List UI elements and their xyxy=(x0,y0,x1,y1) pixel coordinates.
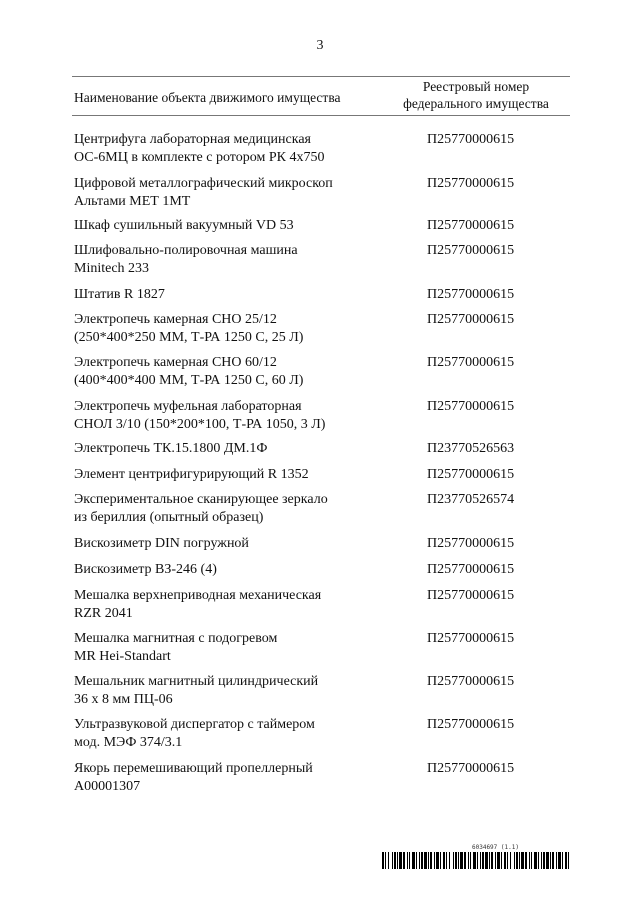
item-name-line: Штатив R 1827 xyxy=(74,287,165,302)
registry-number: П25770000615 xyxy=(427,536,515,551)
item-name-line: Элемент центрифигурирующий R 1352 xyxy=(74,467,309,482)
item-name-line: Электропечь камерная СНО 60/12 xyxy=(74,355,277,370)
item-name-line: Якорь перемешивающий пропеллерный xyxy=(74,761,313,776)
page-number: 3 xyxy=(316,38,324,53)
item-name-line: Вискозиметр ВЗ-246 (4) xyxy=(74,562,217,577)
registry-number: П25770000615 xyxy=(427,717,515,732)
registry-number: П25770000615 xyxy=(427,176,515,191)
item-name-line: Цифровой металлографический микроскоп xyxy=(74,176,333,191)
registry-number: П25770000615 xyxy=(427,399,515,414)
registry-number: П25770000615 xyxy=(427,467,515,482)
item-name-line: 36 х 8 мм ПЦ-06 xyxy=(74,691,173,707)
item-name-line: Мешальник магнитный цилиндрический xyxy=(74,674,319,689)
item-name-line: Мешалка верхнеприводная механическая xyxy=(74,588,322,603)
registry-number: П25770000615 xyxy=(427,132,515,147)
header-name: Наименование объекта движимого имущества xyxy=(74,90,341,105)
item-name-line: мод. МЭФ 374/3.1 xyxy=(74,734,183,750)
item-name-line: A00001307 xyxy=(74,778,141,794)
registry-number: П25770000615 xyxy=(427,218,515,233)
item-name-line: Альтами МЕТ 1МТ xyxy=(74,193,191,209)
item-name-line: Вискозиметр DIN погружной xyxy=(74,536,249,551)
registry-number: П25770000615 xyxy=(427,312,515,327)
item-name-line: (250*400*250 ММ, Т-РА 1250 С, 25 Л) xyxy=(74,329,304,345)
item-name-line: ОС-6МЦ в комплекте с ротором РК 4х750 xyxy=(74,149,325,165)
registry-number: П25770000615 xyxy=(427,631,515,646)
registry-number: П23770526563 xyxy=(427,441,515,456)
header-reg-line1: Реестровый номер xyxy=(422,79,530,94)
item-name-line: Центрифуга лабораторная медицинская xyxy=(74,132,311,147)
item-name-line: из бериллия (опытный образец) xyxy=(74,509,264,525)
registry-number: П25770000615 xyxy=(427,355,515,370)
registry-number: П25770000615 xyxy=(427,243,515,258)
barcode xyxy=(382,852,570,869)
barcode-label: 6034697 (1.1) xyxy=(472,844,519,851)
item-name-line: Шлифовально-полировочная машина xyxy=(74,243,298,258)
item-name-line: Электропечь муфельная лабораторная xyxy=(74,399,302,414)
item-name-line: RZR 2041 xyxy=(74,605,133,621)
item-name-line: MR Hei-Standart xyxy=(74,648,171,664)
table-header xyxy=(72,76,570,116)
item-name-line: Шкаф сушильный вакуумный VD 53 xyxy=(74,218,294,233)
registry-number: П25770000615 xyxy=(427,674,515,689)
item-name-line: (400*400*400 ММ, Т-РА 1250 С, 60 Л) xyxy=(74,372,304,388)
header-registry-number xyxy=(382,78,570,112)
item-name-line: Minitech 233 xyxy=(74,260,150,276)
header-reg-line2: федерального имущества xyxy=(403,96,549,111)
item-name-line: СНОЛ 3/10 (150*200*100, Т-РА 1050, 3 Л) xyxy=(74,416,326,432)
registry-number: П25770000615 xyxy=(427,287,515,302)
registry-number: П25770000615 xyxy=(427,588,515,603)
registry-number: П25770000615 xyxy=(427,761,515,776)
item-name-line: Экспериментальное сканирующее зеркало xyxy=(74,492,328,507)
registry-number: П23770526574 xyxy=(427,492,515,507)
item-name-line: Электропечь ТК.15.1800 ДМ.1Ф xyxy=(74,441,268,456)
item-name-line: Электропечь камерная СНО 25/12 xyxy=(74,312,277,327)
item-name-line: Мешалка магнитная с подогревом xyxy=(74,631,278,646)
property-table xyxy=(72,76,570,794)
registry-number: П25770000615 xyxy=(427,562,515,577)
item-name-line: Ультразвуковой диспергатор с таймером xyxy=(74,717,315,732)
